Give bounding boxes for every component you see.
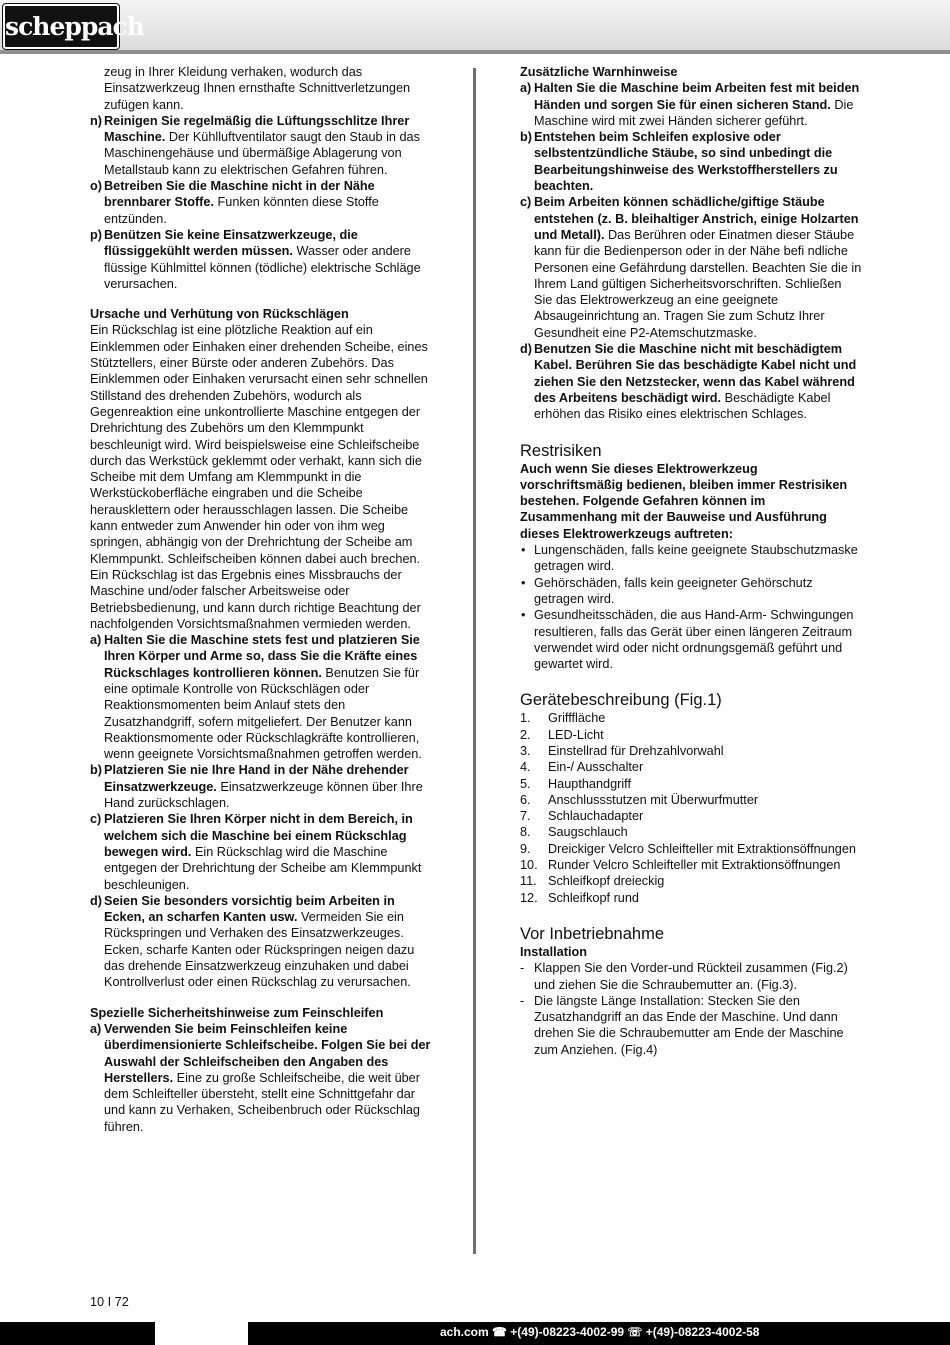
item-p: p) Benützen Sie keine Einsatzwerkzeuge, die flüssiggekühlt werden müssen. Wasser oder andere flüssige Kühlmittel können (tödliche) elektrische Schläge verursachen. bbox=[90, 227, 421, 291]
continued-paragraph: zeug in Ihrer Kleidung verhaken, wodurch das Einsatzwerkzeug Ihnen ernsthafte Schnittverletzungen zufügen kann. bbox=[104, 65, 411, 112]
scheppach-logo bbox=[3, 4, 144, 49]
dash-icon: - bbox=[520, 961, 525, 976]
part-item: 1. Grifffläche bbox=[520, 711, 606, 726]
part-item: 9. Dreickiger Velcro Schleifteller mit Extraktionsöffnungen bbox=[520, 841, 856, 856]
residual-risks-heading: Restrisiken bbox=[520, 441, 602, 460]
part-item: 11. Schleifkopf dreieckig bbox=[520, 874, 665, 889]
page-number: 10 I 72 bbox=[90, 1295, 129, 1309]
item-b: b) Platzieren Sie nie Ihre Hand in der Nähe drehender Einsatzwerkzeuge. Einsatzwerkzeuge können über Ihre Hand zurückschlagen. bbox=[90, 763, 423, 811]
installation-heading: Installation bbox=[520, 944, 587, 959]
residual-risk-item: • Gesundheitsschäden, die aus Hand-Arm- Schwingungen resultieren, falls das Gerät über einen längeren Zeitraum verwendet wird oder nicht ordnungsgemäß geführt und gewartet wird. bbox=[521, 608, 854, 672]
part-item: 8. Saugschlauch bbox=[520, 825, 628, 840]
dash-icon: - bbox=[520, 993, 525, 1008]
device-description-heading: Gerätebeschreibung (Fig.1) bbox=[520, 691, 722, 710]
item-o: o) Betreiben Sie die Maschine nicht in der Nähe brennbarer Stoffe. Funken könnten diese Stoffe entzünden. bbox=[90, 179, 379, 226]
kickback-paragraph: Ein Rückschlag ist eine plötzliche Reaktion auf ein Einklemmen oder Einhaken einer drehenden Scheibe, eines Stütztellers, einer Bürste oder anderen Zubehörs. Das Einklemmen oder Einhaken verursacht einen sehr schnellen Stillstand des drehenden Zubehörs, wodurch als Gegenreaktion eine unkontrollierte Maschine entgegen der Drehrichtung des Zubehörs um den Klemmpunkt beschleunigt wird. Wird beispielsweise eine Schleifscheibe durch das Werkstück geklemmt oder verhakt, kann sich die Scheibe mit dem Umfang am Klemmpunkt in die Werkstückoberfläche eingraben und die Scheibe herausklettern oder herausschlagen lassen. Die Scheibe kann entweder zum Anwender hin oder von ihm weg springen, abhängig von der Drehrichtung der Scheibe am Klemmpunkt. Schleifscheiben können dabei auch brechen. Ein Rückschlag ist das Ergebnis eines Missbrauchs der Maschine und/oder falscher Arbeitsweise oder Betriebsbedienung, und kann durch richtige Beachtung der nachfolgenden Vorsichtsmaßnahmen vermieden werden. bbox=[90, 323, 428, 631]
part-item: 4. Ein-/ Ausschalter bbox=[520, 760, 644, 775]
bullet-icon: • bbox=[521, 608, 526, 623]
extra-item-c: c) Beim Arbeiten können schädliche/giftige Stäube entstehen (z. B. bleihaltiger Anstrich, einige Holzarten und Metall). Das Berühren oder Einatmen dieser Stäube kann für die Bedienperson oder in der Nähe befi ndliche Personen eine Gefährdung darstellen. Beachten Sie die in Ihrem Land gültigen Sicherheitsvorschriften. Schließen Sie das Elektrowerkzeug an eine geeignete Absaugeinrichtung an. Tragen Sie zum Schutz Ihrer Gesundheit eine P2-Atemschutzmaske. bbox=[520, 195, 862, 340]
footer-gap bbox=[155, 1322, 248, 1345]
header-rule bbox=[0, 50, 950, 54]
column-divider bbox=[473, 68, 476, 1254]
installation-step: - Die längste Länge Installation: Stecken Sie den Zusatzhandgriff an das Ende der Maschine. Und dann drehen Sie die Schraubemutter am Ende der Maschine zum Anziehen. (Fig.4) bbox=[520, 993, 844, 1057]
installation-step: - Klappen Sie den Vorder-und Rückteil zusammen (Fig.2) und ziehen Sie die Schraubemutter an. (Fig.3). bbox=[520, 961, 848, 992]
residual-risk-item: • Gehörschäden, falls kein geeigneter Gehörschutz getragen wird. bbox=[521, 575, 813, 606]
part-item: 2. LED-Licht bbox=[520, 727, 604, 742]
parts-list bbox=[520, 710, 862, 906]
extra-item-a: a) Halten Sie die Maschine beim Arbeiten fest mit beiden Händen und sorgen Sie für einen sicheren Stand. Die Maschine wird mit zwei Händen sicherer geführt. bbox=[520, 81, 860, 128]
before-use-heading: Vor Inbetriebnahme bbox=[520, 924, 665, 943]
part-item: 7. Schlauchadapter bbox=[520, 809, 644, 824]
extra-warnings-heading: Zusätzliche Warnhinweise bbox=[520, 65, 678, 79]
part-item: 3. Einstellrad für Drehzahlvorwahl bbox=[520, 743, 724, 758]
part-item: 12. Schleifkopf rund bbox=[520, 890, 639, 905]
item-a: a) Halten Sie die Maschine stets fest und platzieren Sie Ihren Körper und Arme so, dass Sie die Kräfte eines Rückschlages kontrollieren können. Benutzen Sie für eine optimale Kontrolle von Rückschlägen oder Reaktionsmomenten beim Anlauf stets den Zusatzhandgriff, sofern mitgeliefert. Der Benutzer kann Reaktionsmomente oder Rückschlagkräfte kontrollieren, wenn geeignete Vorsichtsmaßnahmen getroffen werden. bbox=[90, 633, 422, 762]
item-n: n) Reinigen Sie regelmäßig die Lüftungsschlitze Ihrer Maschine. Der Kühlluftventilator saugt den Staub in das Maschinengehäuse und übermäßige Ablagerung von Metallstaub kann zu elektrischen Gefahren führen. bbox=[90, 113, 420, 177]
bullet-icon: • bbox=[521, 575, 526, 590]
residual-risk-item: • Lungenschäden, falls keine geeignete Staubschutzmaske getragen wird. bbox=[521, 543, 858, 574]
item-c: c) Platzieren Sie Ihren Körper nicht in dem Bereich, in welchem sich die Maschine bei einem Rückschlag bewegen wird. Ein Rückschlag wird die Maschine entgegen der Drehrichtung der Scheibe am Klemmpunkt beschleunigen. bbox=[90, 812, 422, 892]
part-item: 10. Runder Velcro Schleifteller mit Extraktionsöffnungen bbox=[520, 858, 841, 873]
fine-grinding-heading: Spezielle Sicherheitshinweise zum Feinschleifen bbox=[90, 1005, 384, 1020]
kickback-heading: Ursache und Verhütung von Rückschlägen bbox=[90, 307, 349, 322]
logo-text: scheppach bbox=[5, 12, 144, 41]
residual-risks-list bbox=[520, 542, 862, 672]
item-d: d) Seien Sie besonders vorsichtig beim Arbeiten in Ecken, an scharfen Kanten usw. Vermeiden Sie ein Rückspringen und Verhaken des Einsatzwerkzeuges. Ecken, scharfe Kanten oder Rückspringen neigen dazu das drehende Einsatzwerkzeug einzuhaken und dabei Kontrollverlust oder einen Rückschlag zu verursachen. bbox=[90, 893, 415, 990]
extra-item-d: d) Benutzen Sie die Maschine nicht mit beschädigtem Kabel. Berühren Sie das beschädigte Kabel nicht und ziehen Sie den Netzstecker, wenn das Kabel während des Arbeitens beschädigt wird. Beschädigte Kabel erhöhen das Risiko eines elektrischen Schlages. bbox=[520, 342, 857, 422]
part-item: 6. Anschlussstutzen mit Überwurfmutter bbox=[520, 792, 759, 807]
residual-risks-intro: Auch wenn Sie dieses Elektrowerkzeug vorschriftsmäßig bedienen, bleiben immer Restrisiken bestehen. Folgende Gefahren können im Zusammenhang mit der Bauweise und Ausführung dieses Elektrowerkzeugs auftreten: bbox=[520, 461, 848, 541]
extra-item-b: b) Entstehen beim Schleifen explosive oder selbstentzündliche Stäube, so sind unbedingt die Bearbeitungshinweise des Werkstoffherstellers zu beachten. bbox=[520, 130, 838, 194]
fine-item-a: a) Verwenden Sie beim Feinschleifen keine überdimensionierte Schleifscheibe. Folgen Sie bei der Auswahl der Schleifscheiben den Angaben des Herstellers. Eine zu große Schleifscheibe, die weit über dem Schleifteller übersteht, stellt eine Schnittgefahr dar und kann zu Verhaken, Scheibenbruch oder Rückschlag führen. bbox=[90, 1021, 431, 1134]
installation-steps bbox=[520, 960, 862, 1058]
right-column bbox=[520, 64, 862, 1058]
left-column bbox=[90, 64, 432, 1135]
part-item: 5. Haupthandgriff bbox=[520, 776, 632, 791]
footer-contact: ach.com ☎ +(49)-08223-4002-99 ☏ +(49)-08223-4002-58 bbox=[440, 1325, 760, 1339]
bullet-icon: • bbox=[521, 543, 526, 558]
